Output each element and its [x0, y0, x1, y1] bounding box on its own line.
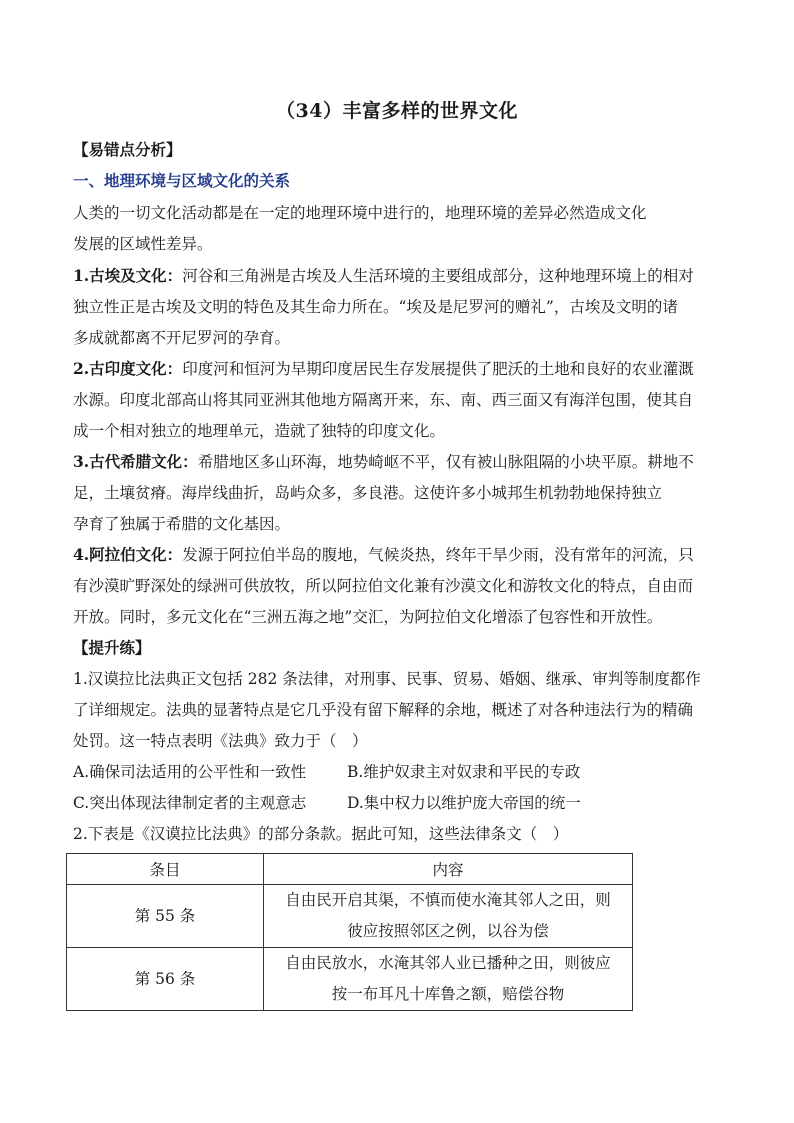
subheading-geography: 一、地理环境与区域文化的关系 [73, 171, 291, 190]
paragraph-line: 开放。同时，多元文化在“三洲五海之地”交汇，为阿拉伯文化增添了包容性和开放性。 [73, 608, 663, 626]
option-b: B.维护奴隶主对奴隶和平民的专政 [347, 763, 581, 781]
option-d: D.集中权力以维护庞大帝国的统一 [347, 794, 581, 812]
table-row [67, 948, 633, 1011]
question-line: 处罚。这一特点表明《法典》致力于（ ） [73, 732, 368, 750]
table-cell-content: 自由民放水，水淹其邻人业已播种之田，则彼应 按一布耳凡十库鲁之额，赔偿谷物 [264, 948, 633, 1011]
section-heading-practice: 【提升练】 [73, 638, 151, 657]
paragraph-line: 水源。印度北部高山将其同亚洲其他地方隔离开来，东、南、西三面又有海洋包围，使其自 [73, 391, 694, 409]
section-heading-errors: 【易错点分析】 [73, 140, 182, 159]
intro-line-1: 人类的一切文化活动都是在一定的地理环境中进行的，地理环境的差异必然造成文化 [73, 204, 647, 222]
paragraph-greece: 3.古代希腊文化：希腊地区多山环海，地势崎岖不平，仅有被山脉阻隔的小块平原。耕地不 [73, 452, 694, 471]
paragraph-line: 成一个相对独立的地理单元，造就了独特的印度文化。 [73, 422, 446, 440]
paragraph-line: 多成就都离不开尼罗河的孕育。 [73, 329, 291, 347]
paragraph-egypt: 1.古埃及文化：河谷和三角洲是古埃及人生活环境的主要组成部分，这种地理环境上的相对 [73, 266, 694, 285]
paragraph-line: 足，土壤贫瘠。海岸线曲折，岛屿众多，多良港。这使许多小城邦生机勃勃地保持独立 [73, 484, 663, 502]
question-line: 了详细规定。法典的显著特点是它几乎没有留下解释的余地，概述了对各种违法行为的精确 [73, 701, 694, 719]
paragraph-line: 孕育了独属于希腊的文化基因。 [73, 515, 291, 533]
paragraph-label: 4.阿拉伯文化： [73, 545, 183, 564]
table-header-cell: 内容 [264, 854, 633, 885]
paragraph-india: 2.古印度文化：印度河和恒河为早期印度居民生存发展提供了肥沃的土地和良好的农业灌溉 [73, 359, 694, 378]
paragraph-label: 3.古代希腊文化： [73, 452, 198, 471]
table-cell-article: 第 56 条 [67, 948, 264, 1011]
paragraph-label: 1.古埃及文化： [73, 266, 183, 285]
page-title: （34）丰富多样的世界文化 [276, 100, 518, 122]
law-table [66, 853, 633, 1011]
paragraph-label: 2.古印度文化： [73, 359, 183, 378]
paragraph-line: 有沙漠旷野深处的绿洲可供放牧，所以阿拉伯文化兼有沙漠文化和游牧文化的特点，自由而 [73, 577, 694, 595]
question-2-stem: 2.下表是《汉谟拉比法典》的部分条款。据此可知，这些法律条文（ ） [73, 825, 569, 843]
intro-line-2: 发展的区域性差异。 [73, 235, 213, 253]
option-a: A.确保司法适用的公平性和一致性 [73, 763, 307, 781]
option-c: C.突出体现法律制定者的主观意志 [73, 794, 307, 812]
table-header-row [67, 854, 633, 885]
table-header-cell: 条目 [67, 854, 264, 885]
paragraph-line: 独立性正是古埃及文明的特色及其生命力所在。“埃及是尼罗河的赠礼”，古埃及文明的诸 [73, 298, 678, 316]
table-cell-article: 第 55 条 [67, 885, 264, 948]
table-row [67, 885, 633, 948]
question-1-stem: 1.汉谟拉比法典正文包括 282 条法律，对刑事、民事、贸易、婚姻、继承、审判等制度都作 [73, 670, 701, 688]
paragraph-arabia: 4.阿拉伯文化：发源于阿拉伯半岛的腹地，气候炎热，终年干旱少雨，没有常年的河流，只 [73, 545, 694, 564]
table-cell-content: 自由民开启其渠，不慎而使水淹其邻人之田，则 彼应按照邻区之例，以谷为偿 [264, 885, 633, 948]
